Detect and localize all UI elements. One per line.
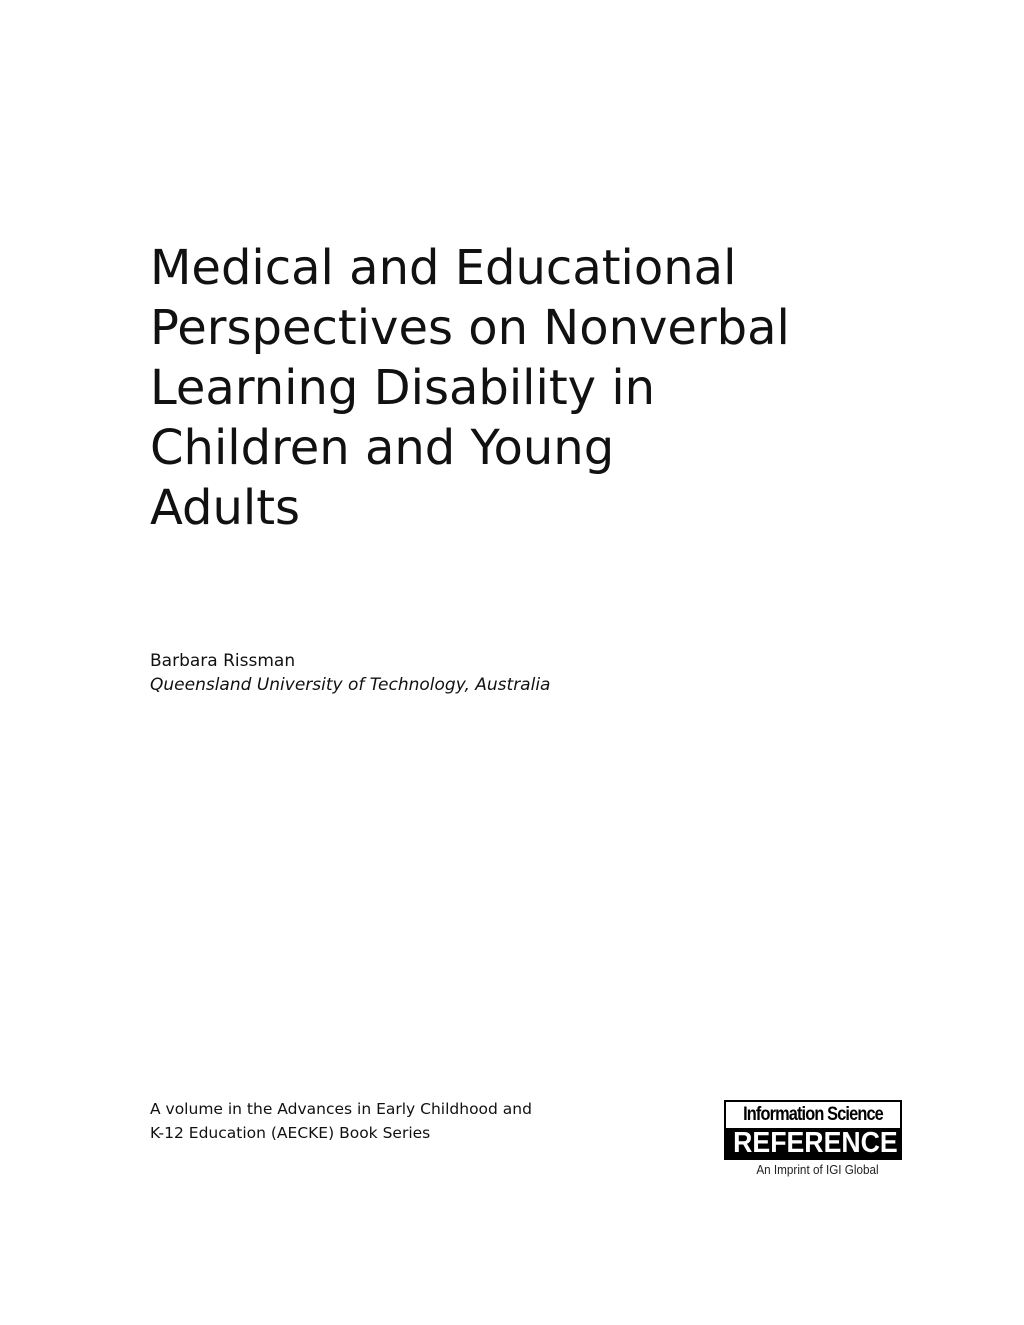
book-series-note	[150, 1097, 532, 1145]
title-line: Perspectives on Nonverbal	[150, 300, 790, 356]
logo-bottom-text: REFERENCE	[733, 1128, 898, 1158]
logo-top-text: Information Science	[743, 1104, 883, 1125]
logo-box	[724, 1100, 902, 1160]
title-line: Learning Disability in	[150, 360, 656, 416]
title-line: Medical and Educational	[150, 240, 737, 296]
logo-bottom-bar	[726, 1128, 900, 1158]
series-line: A volume in the Advances in Early Childhood and	[150, 1100, 532, 1118]
title-line: Children and Young	[150, 420, 615, 476]
author-name: Barbara Rissman	[150, 651, 296, 671]
author-affiliation: Queensland University of Technology, Australia	[150, 675, 551, 695]
book-title	[150, 238, 950, 538]
publisher-logo	[724, 1100, 902, 1180]
logo-imprint-text: An Imprint of IGI Global	[756, 1162, 879, 1177]
title-line: Adults	[150, 480, 301, 536]
series-line: K-12 Education (AECKE) Book Series	[150, 1124, 431, 1142]
